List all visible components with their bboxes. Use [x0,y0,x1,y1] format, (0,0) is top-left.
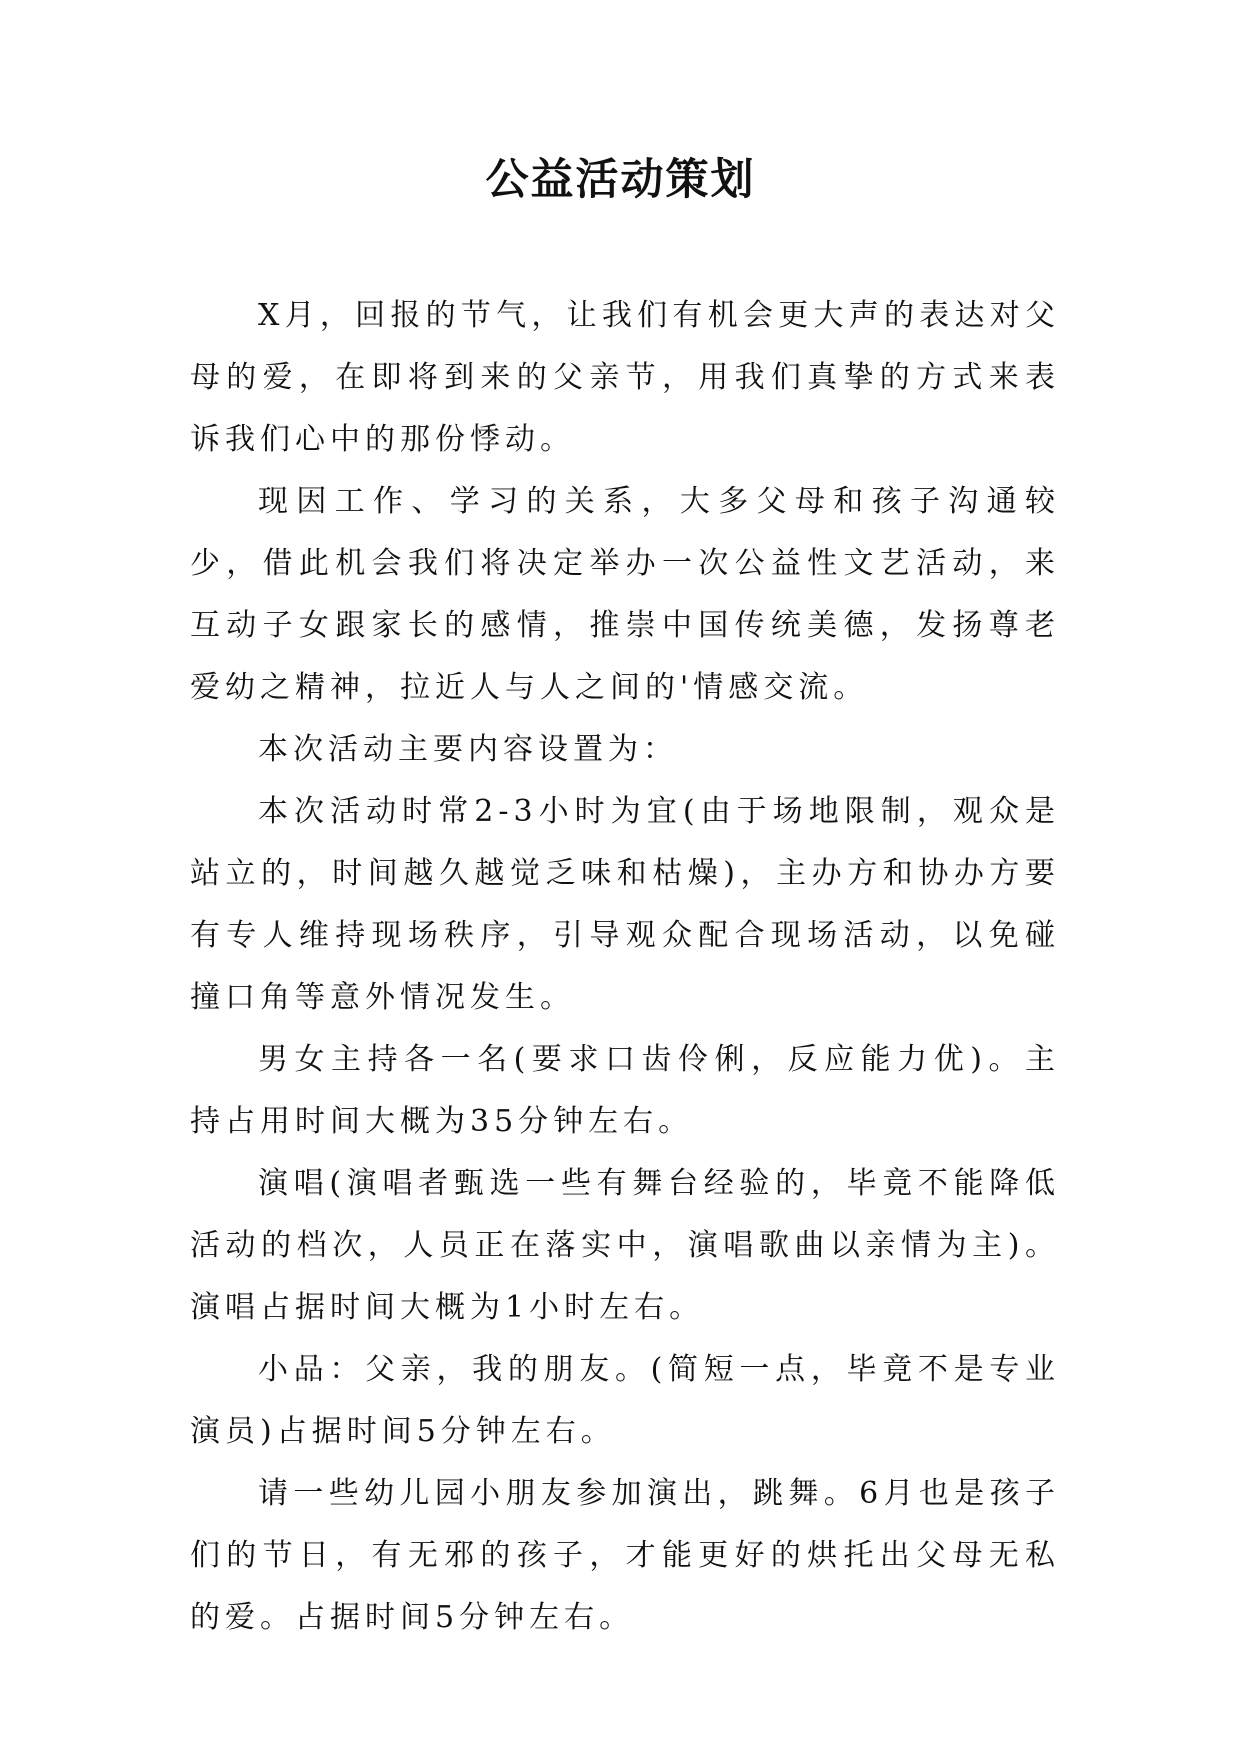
paragraph: 本次活动主要内容设置为： [258,732,678,767]
paragraph: 演唱(演唱者甄选一些有舞台经验的，毕竟不能降低活动的档次，人员正在落实中，演唱歌曲以亲情为主)。演唱占据时间大概为1小时左右。 [190,1166,1060,1325]
paragraph: 请一些幼儿园小朋友参加演出，跳舞。6月也是孩子们的节日，有无邪的孩子，才能更好的烘托出父母无私的爱。占据时间5分钟左右。 [190,1476,1060,1635]
paragraph: 本次活动时常2-3小时为宜(由于场地限制，观众是站立的，时间越久越觉乏味和枯燥)，主办方和协办方要有专人维持现场秩序，引导观众配合现场活动，以免碰撞口角等意外情况发生。 [190,794,1060,1015]
paragraph: 男女主持各一名(要求口齿伶俐，反应能力优)。主持占用时间大概为35分钟左右。 [190,1042,1060,1139]
paragraph: X月，回报的节气，让我们有机会更大声的表达对父母的爱，在即将到来的父亲节，用我们真挚的方式来表诉我们心中的那份悸动。 [190,298,1060,457]
paragraph: 小品：父亲，我的朋友。(简短一点，毕竟不是专业演员)占据时间5分钟左右。 [190,1352,1060,1449]
paragraph: 现因工作、学习的关系，大多父母和孩子沟通较少，借此机会我们将决定举办一次公益性文艺活动，来互动子女跟家长的感情，推崇中国传统美德，发扬尊老爱幼之精神，拉近人与人之间的'情感交流。 [190,484,1060,705]
document-title: 公益活动策划 [485,155,756,205]
document-body [190,285,1060,1649]
